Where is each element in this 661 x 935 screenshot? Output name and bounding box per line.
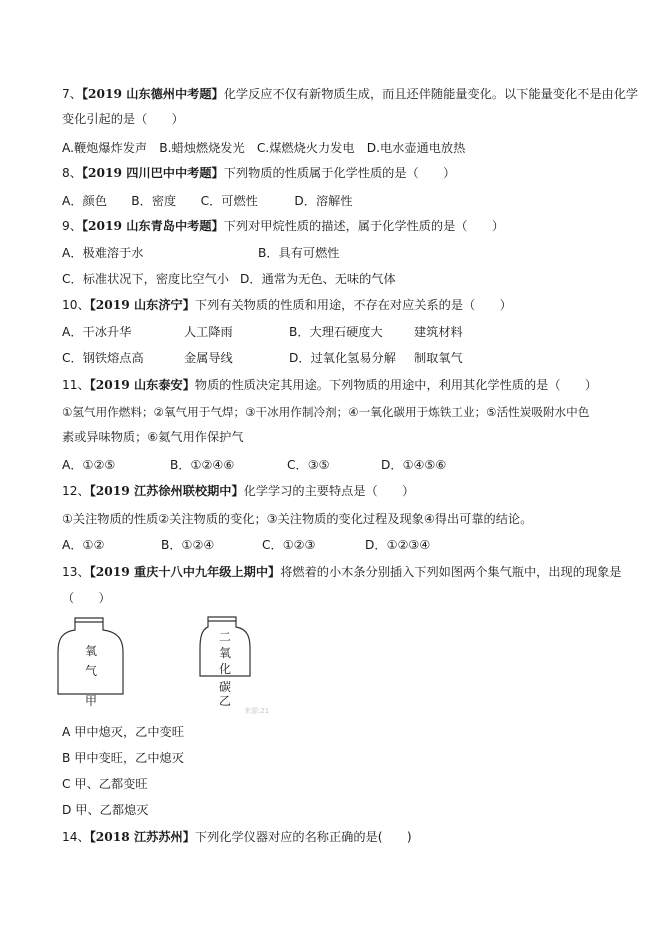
question-source: 【2019 四川巴中中考题】 <box>81 166 224 180</box>
jar-2-text-char-3: 化 <box>218 662 231 676</box>
question-7-options: A.鞭炮爆炸发声 B.蜡烛燃烧发光 C.煤燃烧火力发电 D.电水壶通电放热 <box>62 141 466 155</box>
question-number: 8、 <box>62 166 82 180</box>
question-13-option-c: C 甲、乙都变旺 <box>62 777 148 791</box>
question-number: 11、 <box>62 378 90 392</box>
question-13-option-d: D 甲、乙都熄灭 <box>62 803 149 817</box>
question-7-stem <box>62 86 638 102</box>
question-12-option-b: B．①②④ <box>161 538 215 552</box>
question-12-statements: ①关注物质的性质②关注物质的变化；③关注物质的变化过程及现象④得出可靠的结论。 <box>62 512 533 526</box>
question-source: 【2019 山东青岛中考题】 <box>81 219 224 233</box>
question-10-option-d-use: 制取氧气 <box>414 351 463 365</box>
question-number: 10、 <box>62 298 90 312</box>
question-text: 将燃着的小木条分别插入下列如图两个集气瓶中，出现的现象是 <box>280 565 622 579</box>
question-source: 【2019 山东德州中考题】 <box>81 87 224 101</box>
question-11-stem <box>62 377 597 393</box>
question-7-stem-cont: 变化引起的是（ ） <box>62 112 184 126</box>
question-13-stem-cont: （ ） <box>62 591 111 605</box>
question-9-option-d: D．通常为无色、无味的气体 <box>240 272 396 286</box>
jar-2-text-char-4: 碳 <box>218 680 231 694</box>
question-11-option-a: A．①②⑤ <box>62 458 116 472</box>
question-11-option-b: B．①②④⑥ <box>170 458 235 472</box>
question-text: 下列对甲烷性质的描述，属于化学性质的是（ ） <box>223 219 505 233</box>
jar-1-text-char-2: 气 <box>84 664 97 678</box>
question-source: 【2019 重庆十八中九年级上期中】 <box>89 565 281 579</box>
jar-2-text-char-2: 氧 <box>218 646 231 660</box>
question-12-option-d: D．①②③④ <box>365 538 431 552</box>
question-9-option-c: C．标准状况下，密度比空气小 <box>62 272 229 286</box>
question-text: 下列有关物质的性质和用途，不存在对应关系的是（ ） <box>194 298 512 312</box>
question-source: 【2019 江苏徐州联校期中】 <box>89 484 244 498</box>
question-number: 7、 <box>62 87 82 101</box>
question-text: 化学反应不仅有新物质生成，而且还伴随能量变化。以下能量变化不是由化学 <box>223 87 639 101</box>
question-11-statements-line-2: 素或异味物质；⑥氦气用作保护气 <box>62 430 244 444</box>
jar-1-text-char-1: 氧 <box>84 644 97 658</box>
question-11-statements-line-1: ①氢气用作燃料；②氧气用于气焊；③干冰用作制冷剂；④一氧化碳用于炼铁工业；⑤活性炭吸附水中色 <box>62 405 590 419</box>
question-10-option-c-use: 金属导线 <box>184 351 233 365</box>
question-10-option-c: C．钢铁熔点高 <box>62 351 144 365</box>
question-12-option-a: A．①② <box>62 538 105 552</box>
question-10-stem <box>62 297 512 313</box>
question-9-stem <box>62 218 504 234</box>
question-text: 下列物质的性质属于化学性质的是（ ） <box>223 166 456 180</box>
question-10-option-a: A．干冰升华 <box>62 325 132 339</box>
question-number: 9、 <box>62 219 82 233</box>
question-source: 【2019 山东济宁】 <box>89 298 195 312</box>
question-10-option-b-use: 建筑材料 <box>414 325 463 339</box>
question-9-option-a: A．极难溶于水 <box>62 246 144 260</box>
jar-2-caption: 乙 <box>218 694 231 708</box>
watermark: 来源:21 <box>244 707 270 715</box>
question-number: 14、 <box>62 830 90 844</box>
question-12-option-c: C．①②③ <box>262 538 316 552</box>
question-10-option-a-use: 人工降雨 <box>184 325 233 339</box>
question-14-stem <box>62 829 412 845</box>
question-13-stem <box>62 564 621 580</box>
question-source: 【2019 山东泰安】 <box>89 378 195 392</box>
gas-jar-diagram <box>0 608 661 728</box>
question-12-stem <box>62 483 414 499</box>
question-number: 12、 <box>62 484 90 498</box>
question-text: 下列化学仪器对应的名称正确的是( ) <box>194 830 412 844</box>
question-text: 物质的性质决定其用途。下列物质的用途中，利用其化学性质的是（ ） <box>194 378 598 392</box>
question-13-option-a: A 甲中熄灭，乙中变旺 <box>62 725 184 739</box>
question-13-option-b: B 甲中变旺，乙中熄灭 <box>62 751 184 765</box>
jar-2-text-char-1: 二 <box>218 630 231 644</box>
question-8-options: A．颜色 B．密度 C．可燃性 D．溶解性 <box>62 194 353 208</box>
question-text: 化学学习的主要特点是（ ） <box>243 484 415 498</box>
question-10-option-b: B．大理石硬度大 <box>289 325 383 339</box>
question-10-option-d: D．过氧化氢易分解 <box>289 351 396 365</box>
question-number: 13、 <box>62 565 90 579</box>
question-9-option-b: B．具有可燃性 <box>258 246 340 260</box>
question-11-option-c: C．③⑤ <box>287 458 330 472</box>
question-8-stem <box>62 165 455 181</box>
question-11-option-d: D．①④⑤⑥ <box>381 458 447 472</box>
question-source: 【2018 江苏苏州】 <box>89 830 195 844</box>
jar-1-caption: 甲 <box>84 694 97 708</box>
